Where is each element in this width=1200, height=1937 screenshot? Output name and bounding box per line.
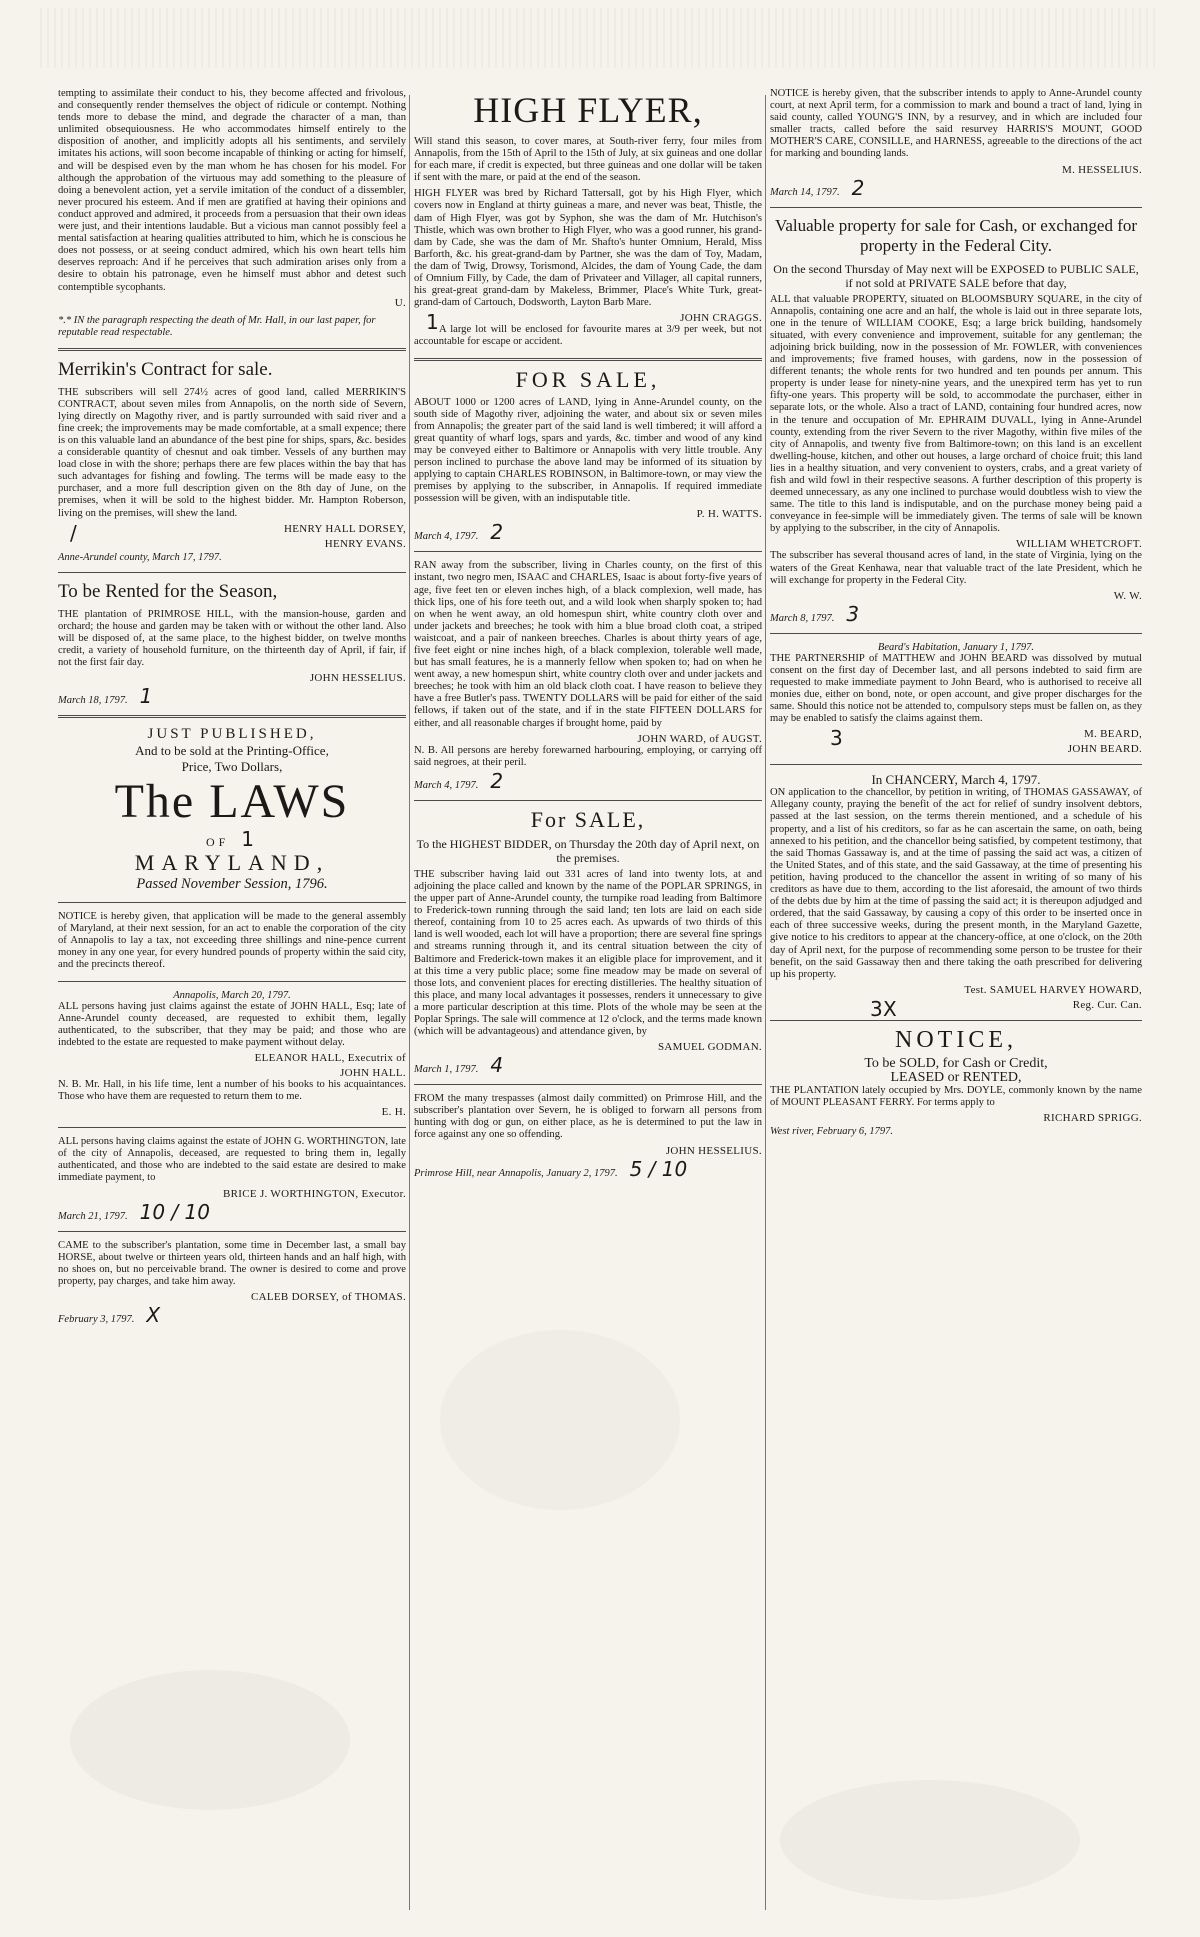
divider	[414, 551, 762, 552]
horse-body: CAME to the subscriber's plantation, some time in December last, a small bay HORSE, about twelve or thirteen years old, thirteen hands and an half high, with no shoes on, but no perceivable brand. The owner is desired to come and prove property, pay charges, and take him away.	[58, 1239, 406, 1287]
final-notice-heading: NOTICE,	[895, 1026, 1017, 1053]
rent-heading: To be Rented for the Season,	[58, 580, 278, 602]
beard-signature-2: JOHN BEARD.	[1067, 743, 1142, 756]
resurvey-date: March 14, 1797. 2	[770, 175, 865, 200]
sale-1-date: March 4, 1797. 2	[414, 520, 504, 545]
hall-nb-signature: E. H.	[381, 1106, 406, 1119]
essay-signature: U.	[394, 296, 406, 309]
ink-mark: 4	[490, 1053, 504, 1078]
ink-mark: 3X	[870, 996, 898, 1021]
ink-mark: 2	[490, 520, 504, 545]
beard-signature-1: 3 M. BEARD,	[830, 726, 1142, 751]
high-flyer-signature: 1 JOHN CRAGGS.	[426, 310, 762, 335]
worthington-signature: BRICE J. WORTHINGTON, Executor.	[223, 1187, 406, 1200]
laws-title: The LAWS	[114, 775, 350, 829]
high-flyer-note: A large lot will be enclosed for favourite mares at 3/9 per week, but not accountable for escape or accident.	[414, 324, 762, 348]
correction-note: *.* IN the paragraph respecting the death of Mr. Hall, in our last paper, for reputable read respectable.	[58, 314, 376, 338]
laws-state: MARYLAND,	[134, 850, 330, 876]
merrikin-body: THE subscribers will sell 274½ acres of good land, called MERRIKIN'S CONTRACT, about seven miles from Annapolis, on the north side of Severn, lying directly on Magothy river, and is partly surrounded with said river and a fine creek; the improvements may be made comfortable, at a small expence; there is on this valuable land an abundance of the best pine for ships, spars, &c. besides a considerable quantity of chesnut and oak timber. Vessels of any burthen may load close in with the shore; perhaps there are few places within the bay that has such advantages for fishing and fowling. The terms will be made easy to the purchaser, and a more full description given on the 8th day of June, on the premises, when it will be sold to the highest bidder. Mr. Hampton Roberson, living on the premises, will shew the land.	[58, 386, 406, 519]
essay-text: tempting to assimilate their conduct to his, they become affected and frivolous, and consequently render themselves the object of ridicule or contempt. Nothing tends more to debase the mind, and degrade the character of a man, than unlimited obsequiousness. He who accommodates himself entirely to the disposition of another, and implicitly adopts all his sentiments, and servilely imitates his actions, will soon become incapable of thinking or acting for himself, and will be despised even by the man whom he has chosen for his model. For although the approbation of the virtuous may add something to the pleasure of doing a benevolent action, yet a servile imitation of the conduct of a dissembler, never procured his esteem. And if men are gratified at having their opinions and conduct approved and admired, it proceeds from a persuasion that their own ideas were just, and their intentions laudable. But a vicious man cannot possibly feel a mental satisfaction at hearing qualities attributed to him, which he is conscious he does not possess, or at seeing conduct admired, which his own heart tells him deserves reproach: And if he perceives that such admiration arises only from a desire to obtain his patronage, even he himself must abhor and detest such contemptible sycophants.	[58, 88, 406, 293]
worthington-date: March 21, 1797. 10 / 10	[58, 1199, 210, 1224]
runaway-body: RAN away from the subscriber, living in Charles county, on the first of this instant, two negro men, ISAAC and CHARLES, Isaac is about forty-five years of age, five feet ten or eleven inches high, of a black complexion, well made, has thick lips, one of his fore teeth out, and a wild look when sharply spoken to; had on when he went away, an old homespun shirt, white country cloth over and under jackets and breeches; he took with him a blue broad cloth coat, a striped waistcoat, and a pair of nankeen breeches. Charles is about thirty years of age, five feet eight or nine inches high, of a black complexion, tolerable well made, but has small features, he is a mannerly fellow when spoken to; had on when he went away, a new homespun shirt, white country cloth over and under jackets and breeches; he took with him an old black cloth coat. I have reason to believe they have a free Butler's pass. TWENTY DOLLARS will be paid for either of the said fellows, if taken out of the state, and if in the state FIFTEEN DOLLARS for either, and all reasonable charges if brought home, paid by	[414, 560, 762, 729]
virginia-lands-body: The subscriber has several thousand acres of land, in the state of Virginia, lying on the waters of the Great Kenhawa, near that valuable tract of the late President, which he will exchange for property in the Federal City.	[770, 550, 1142, 586]
trespass-signature: JOHN HESSELIUS.	[665, 1144, 762, 1157]
ink-mark: 1	[139, 684, 153, 709]
final-notice-date: West river, February 6, 1797.	[770, 1125, 893, 1137]
ink-mark: X	[146, 1302, 161, 1327]
horse-date: February 3, 1797. X	[58, 1302, 161, 1327]
ink-mark: 5 / 10	[629, 1156, 688, 1181]
merrikin-heading: Merrikin's Contract for sale.	[58, 358, 273, 380]
hall-date: Annapolis, March 20, 1797.	[173, 989, 291, 1001]
laws-of: OF 1	[205, 827, 259, 852]
worthington-body: ALL persons having claims against the estate of JOHN G. WORTHINGTON, late of the city of Annapolis, deceased, are requested to bring them in, legally authenticated, and those who are indebted to the said estate are desired to make immediate payment, to	[58, 1136, 406, 1184]
runaway-signature: JOHN WARD, of AUGST.	[637, 732, 762, 745]
high-flyer-heading: HIGH FLYER,	[473, 90, 703, 130]
column-1	[58, 88, 406, 1325]
final-notice-subheading-2: LEASED or RENTED,	[890, 1069, 1022, 1085]
ink-mark: 3	[830, 726, 844, 751]
published-line: JUST PUBLISHED,	[147, 726, 317, 743]
chancery-test: Test. SAMUEL HARVEY HOWARD,	[964, 983, 1142, 996]
merrikin-signature-2: HENRY EVANS.	[324, 537, 406, 550]
runaway-date: March 4, 1797. 2	[414, 768, 504, 793]
sale-2-signature: SAMUEL GODMAN.	[657, 1041, 762, 1054]
beard-date: Beard's Habitation, January 1, 1797.	[877, 641, 1035, 653]
valuable-property-subheading: On the second Thursday of May next will be EXPOSED to PUBLIC SALE, if not sold at PRIVATE SALE before that day,	[773, 261, 1139, 290]
trespass-body: FROM the many trespasses (almost daily committed) on Primrose Hill, and the subscriber's plantation over Severn, he is obliged to forwarn all persons from hunting with dog or gun, on either place, as he is determined to put the law in force against any one so offending.	[414, 1093, 762, 1141]
divider	[58, 981, 406, 982]
divider	[58, 715, 406, 718]
final-notice-subheading-1: To be SOLD, for Cash or Credit,	[864, 1055, 1048, 1071]
valuable-property-heading: Valuable property for sale for Cash, or exchanged for property in the Federal City.	[774, 215, 1138, 255]
divider	[770, 207, 1142, 208]
horse-signature: CALEB DORSEY, of THOMAS.	[250, 1290, 406, 1303]
rent-date: March 18, 1797. 1	[58, 684, 153, 709]
valuable-property-body: ALL that valuable PROPERTY, situated on BLOOMSBURY SQUARE, in the city of Annapolis, containing one acre and an half, the whole is laid out in three separate lots, one in the tenure of WILLIAM COOKE, Esq; a large brick building, handsomely situated, with every convenience and improvement, suitable for any gentleman; the adjoining brick building, now in the possession of Mr. FOWLER, with conveniences and improvements; five framed houses, with gardens, now in the possession of different tenants; the whole rents for two hundred and ten pounds per annum. This property is under lease for ninety-nine years, and the unexpired term has yet to run fifty-one years. This property will be sold, to accommodate the purchaser, either in separate lots, or the whole. Also a tract of LAND, containing four hundred acres, now in the tenure and occupation of Mr. EPHRAIM DUVALL, lying in Anne-Arundel county, extending from the river Severn to the river Magothy, within five miles of the city of Annapolis, and twenty five from Baltimore-town; on this land is an excellent dwelling-house, kitchen, and other out houses, a large orchard of choice fruit; this land lies in a healthy situation, and very convenient to oysters, crabs, and a great variety of fish and wild fowl in their respective seasons. A further description of this property is deemed unnecessary, as any one inclined to purchase would doubtless wish to view the same. The title to this land is indisputable, and on the purchase money being paid a conveyance in fee-simple will be immediately given. The terms of sale will be known by applying to the subscriber, in the city of Annapolis.	[770, 293, 1142, 535]
divider	[58, 1127, 406, 1128]
column-2	[414, 88, 762, 1179]
sale-1-body: ABOUT 1000 or 1200 acres of LAND, lying in Anne-Arundel county, on the south side of Magothy river, adjoining the water, and about six or seven miles from Annapolis; the greater part of the said land is well timbered; it will afford a great quantity of wharf logs, spars and yards, &c. timber and wood of any kind may be conveyed either to Baltimore or Annapolis with very little trouble. Any person inclined to purchase the above land may be informed of its situation by applying to captain CHARLES ROBINSON, in Baltimore-town, or may view the premises by applying to the subscriber, in Annapolis. If required immediate possession will be given, with an indisputable title.	[414, 396, 762, 505]
chancery-heading: In CHANCERY, March 4, 1797.	[871, 772, 1041, 788]
chancery-reg: 3X Reg. Cur. Can.	[870, 996, 1142, 1021]
hall-body: ALL persons having just claims against the estate of JOHN HALL, Esq; late of Anne-Arundel county deceased, are requested to exhibit them, legally authenticated, to the subscriber, that they may be paid; and those who are indebted to the estate are requested to make payment without delay.	[58, 1000, 406, 1048]
tax-notice-body: NOTICE is hereby given, that application will be made to the general assembly of Maryland, at their next session, for an act to enable the corporation of the city of Annapolis to lay a tax, not exceeding three shillings and nine-pence current money in any one year, for every hundred pounds of property within the said city, and the precincts thereof.	[58, 911, 406, 971]
sale-2-heading: For SALE,	[530, 806, 646, 832]
divider	[414, 1084, 762, 1085]
column-3	[770, 88, 1142, 1137]
ink-mark: 1	[426, 310, 440, 335]
valuable-property-date: March 8, 1797. 3	[770, 601, 860, 626]
rent-signature: JOHN HESSELIUS.	[309, 672, 406, 685]
beard-body: THE PARTNERSHIP of MATTHEW and JOHN BEARD was dissolved by mutual consent on the first day of December last, and all persons indebted to said firm are requested to make immediate payment to John Beard, who is authorised to receive all monies due, either on bond, note, or open account, and give proper discharges for the same. Should this notice not be attended to, compulsory steps must be fallen on, as they may be enabled to satisfy the claims against them.	[770, 652, 1142, 725]
sale-2-date: March 1, 1797. 4	[414, 1053, 504, 1078]
divider	[770, 633, 1142, 634]
rent-body: THE plantation of PRIMROSE HILL, with the mansion-house, garden and orchard; the house and garden may be taken with or without the other land. Also will be disposed of, at the same place, to the highest bidder, on twelve months credit, a variety of household furniture, on the thirteenth day of April, if fair, if not the first fair day.	[58, 608, 406, 668]
divider	[414, 358, 762, 361]
price-line: Price, Two Dollars,	[181, 759, 283, 775]
merrikin-date: Anne-Arundel county, March 17, 1797.	[58, 551, 222, 563]
column-rule-1	[409, 95, 410, 1910]
divider	[58, 348, 406, 351]
hall-signature-2: JOHN HALL.	[340, 1066, 406, 1079]
resurvey-notice-body: NOTICE is hereby given, that the subscriber intends to apply to Anne-Arundel county court, at next April term, for a commission to mark and bound a tract of land, lying in said county, called YOUNG'S INN, by a resurvey, and in which are included four smaller tracts, called before the said resurvey HARRIS'S MOUNT, GOOD MOTHER'S CARE, CONSILLE, and HARNESS, agreeable to the directions of the act for marking and bounding lands.	[770, 88, 1142, 160]
ink-mark: 10 / 10	[139, 1199, 210, 1224]
ink-mark: 2	[490, 768, 504, 793]
printing-office-line: And to be sold at the Printing-Office,	[135, 743, 329, 759]
final-notice-body: THE PLANTATION lately occupied by Mrs. DOYLE, commonly known by the name of MOUNT PLEASANT FERRY. For terms apply to	[770, 1084, 1142, 1108]
divider	[414, 800, 762, 801]
hall-nb: N. B. Mr. Hall, in his life time, lent a number of his books to his acquaintances. Those who have them are requested to return them to me.	[58, 1078, 406, 1103]
sale-2-body: THE subscriber having laid out 331 acres of land into twenty lots, at and adjoining the place called and known by the name of the POPLAR SPRINGS, in the upper part of Anne-Arundel county, the turnpike road leading from Baltimore to Frederick-town running through the said land; ten lots are laid on each side thereof, containing from 10 to 25 acres each. As upwards of two thirds of this land is well wooded, each lot will have a proportion; there are several fine springs and streams running through it, and its central situation between the city of Baltimore and Frederick-town makes it an eligible place for improvement, and it at this time a very public place; some fine meadow may be made on several of those lots, and convenient places for erecting distilleries. The healthy situation of this place, and many local advantages it possesses, renders it unnecessary to give a more particular description at this time. Plots of the whole may be seen at the Poplar Springs. The sale will commence at 12 o'clock, and the terms made known (which will be advantageous) and attendance given, by	[414, 868, 762, 1038]
sale-1-heading: FOR SALE,	[515, 366, 661, 392]
divider	[770, 764, 1142, 765]
high-flyer-pedigree: HIGH FLYER was bred by Richard Tattersall, got by his High Flyer, which covers now in England at thirty guineas a mare, and never was beat, Thistle, the dam of High Flyer, was got by Syphon, she was the dam of Mr. Hutchison's Thistle, which was own brother to High Flyer, who was a good runner, his grand-dam by Cade, she was the dam of Mr. Shafto's hunter Omnium, Herald, Miss Barforth, &c. his great-grand-dam by Partner, she was the dam of Toy, Madam, the dam of Twig, Drowsy, Torismond, Alcides, the dam of Young Cade, the dam of Omnium Filly, by Cade, the dam of Privateer and Villager, all capital runners, his great-great grand-dam by Makeless, Brimmer, Place's White Turk, great-grand-dam of Cartouch, Dodsworth, Layton Barb Mare.	[414, 188, 762, 309]
high-flyer-intro: Will stand this season, to cover mares, at South-river ferry, four miles from Annapolis, from the 15th of April to the 15th of July, at six guineas and one dollar for each mare, if credit is expected, but three guineas and one dollar will be taken if sent with the mare, or paid at the end of the season.	[414, 136, 762, 184]
merrikin-signature-1: / HENRY HALL DORSEY,	[70, 520, 406, 545]
resurvey-signature: M. HESSELIUS.	[1062, 163, 1142, 176]
ink-mark: /	[70, 520, 78, 545]
column-rule-2	[765, 95, 766, 1910]
divider	[58, 902, 406, 903]
sale-1-signature: P. H. WATTS.	[696, 508, 762, 521]
ink-mark: 1	[241, 827, 259, 852]
ink-mark: 3	[846, 601, 860, 626]
valuable-property-signature: WILLIAM WHETCROFT.	[1016, 538, 1142, 551]
divider	[770, 1020, 1142, 1021]
laws-session: Passed November Session, 1796.	[136, 876, 328, 893]
runaway-nb: N. B. All persons are hereby forewarned harbouring, employing, or carrying off said negroes, at their peril.	[414, 744, 762, 768]
hall-signature-1: ELEANOR HALL, Executrix of	[254, 1051, 406, 1064]
chancery-body: ON application to the chancellor, by petition in writing, of THOMAS GASSAWAY, of Allegany county, praying the benefit of the act for relief of sundry insolvent debtors, passed at the last session, on the terms therein mentioned, and a schedule of his property, and a list of his creditors, so far as he can ascertain the same, on oath, being annexed to his petition, and the chancellor being satisfied, by competent testimony, that the said Thomas Gassaway is, and at the time of passing the said act was, a citizen of the United States, and of this state, and the said Gassaway, at the time of presenting his petition, having produced to the chancellor the assent in writing of so many of his creditors as have due to them, according to the list aforesaid, the amount of two thirds of the debts due by him at the time of passing the said act; it is thereupon adjudged and ordered, that the said Gassaway, by causing a copy of this order to be inserted once in each of three successive weeks, during the present month, in the Maryland Gazette, give notice to his creditors to appear at the chancery-office, at one o'clock, on the 20th day of April next, for the purpose of recommending some person to be trustee for their benefit, on the said Gassaway then and there taking the oath prescribed for delivering up his property.	[770, 787, 1142, 980]
sale-2-subheading: To the HIGHEST BIDDER, on Thursday the 20th day of April next, on the premises.	[416, 836, 760, 865]
trespass-date: Primrose Hill, near Annapolis, January 2, 1797. 5 / 10	[414, 1156, 688, 1181]
final-notice-signature: RICHARD SPRIGG.	[1043, 1111, 1142, 1124]
virginia-lands-signature: W. W.	[1113, 589, 1142, 602]
torn-top-edge	[40, 8, 1160, 68]
ink-mark: 2	[851, 175, 865, 200]
divider	[58, 572, 406, 573]
divider	[58, 1231, 406, 1232]
